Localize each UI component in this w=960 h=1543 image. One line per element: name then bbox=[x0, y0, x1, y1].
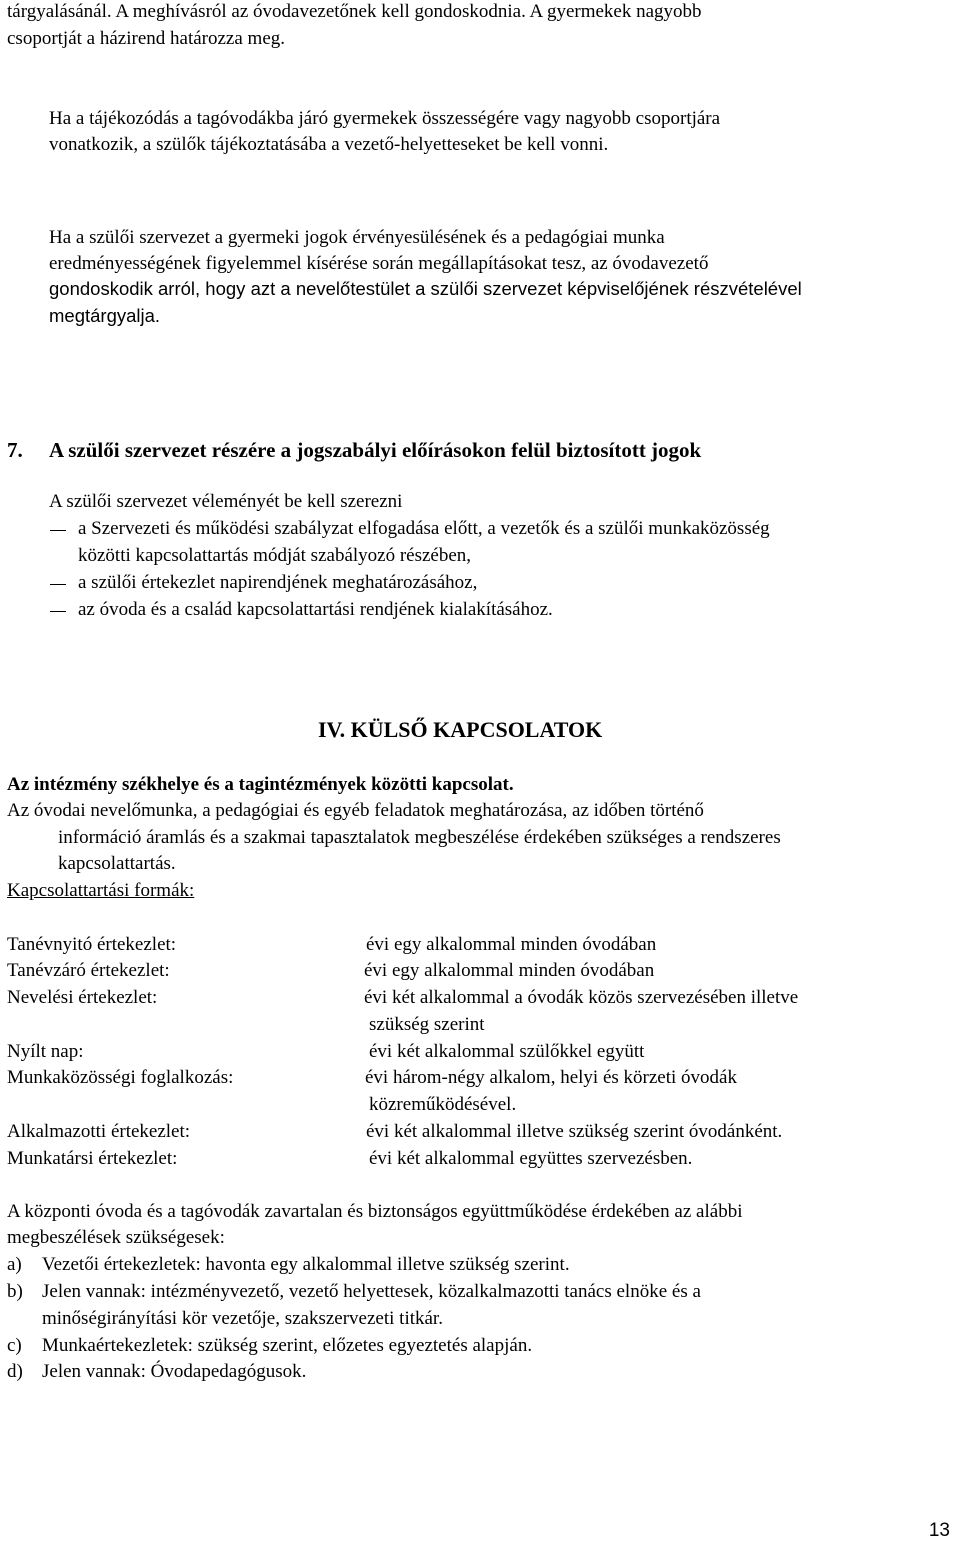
paragraph-line: Az óvodai nevelőmunka, a pedagógiai és egyéb feladatok meghatározása, az időben történő bbox=[7, 800, 704, 821]
list-marker: b) bbox=[7, 1281, 23, 1302]
paragraph-line: Ha a szülői szervezet a gyermeki jogok érvényesülésének és a pedagógiai munka bbox=[49, 227, 665, 248]
list-item: a szülői értekezlet napirendjének meghatározásához, bbox=[78, 572, 478, 593]
form-value: szükség szerint bbox=[369, 1014, 485, 1035]
list-item: Jelen vannak: Óvodapedagógusok. bbox=[42, 1361, 307, 1382]
paragraph-line: gondoskodik arról, hogy azt a nevelőtestület a szülői szervezet képviselőjének részvételével bbox=[49, 278, 802, 299]
form-label: Nevelési értekezlet: bbox=[7, 987, 158, 1008]
list-item: a Szervezeti és működési szabályzat elfogadása előtt, a vezetők és a szülői munkaközösség bbox=[78, 518, 770, 539]
paragraph-line: megbeszélések szükségesek: bbox=[7, 1227, 225, 1248]
form-value: évi három-négy alkalom, helyi és körzeti óvodák bbox=[365, 1067, 737, 1088]
paragraph-line: kapcsolattartás. bbox=[58, 853, 176, 874]
list-item: közötti kapcsolattartás módját szabályozó részében, bbox=[78, 545, 472, 566]
paragraph-line: információ áramlás és a szakmai tapasztalatok megbeszélése érdekében szükséges a rendszeres bbox=[58, 827, 781, 848]
paragraph-line: vonatkozik, a szülők tájékoztatásába a vezető-helyetteseket be kell vonni. bbox=[49, 134, 609, 155]
page-number: 13 bbox=[928, 1520, 950, 1541]
form-label: Tanévzáró értekezlet: bbox=[7, 960, 170, 981]
dash-bullet bbox=[50, 584, 66, 585]
chapter-subtitle: Az intézmény székhelye és a tagintézmények közötti kapcsolat. bbox=[7, 774, 514, 795]
form-value: évi egy alkalommal minden óvodában bbox=[366, 934, 657, 955]
paragraph-line: eredményességének figyelemmel kísérése során megállapításokat tesz, az óvodavezető bbox=[49, 253, 709, 274]
form-value: évi egy alkalommal minden óvodában bbox=[364, 960, 655, 981]
form-label: Munkatársi értekezlet: bbox=[7, 1148, 178, 1169]
paragraph-line: megtárgyalja. bbox=[49, 305, 161, 326]
form-value: évi két alkalommal szülőkkel együtt bbox=[369, 1041, 645, 1062]
list-marker: d) bbox=[7, 1361, 23, 1382]
form-label: Nyílt nap: bbox=[7, 1041, 84, 1062]
chapter-title: IV. KÜLSŐ KAPCSOLATOK bbox=[318, 717, 603, 742]
section-lead: A szülői szervezet véleményét be kell szerezni bbox=[49, 491, 403, 512]
form-label: Alkalmazotti értekezlet: bbox=[7, 1121, 191, 1142]
form-value: évi két alkalommal illetve szükség szerint óvodánként. bbox=[366, 1121, 783, 1142]
list-marker: c) bbox=[7, 1335, 22, 1356]
section-number: 7. bbox=[7, 438, 23, 462]
list-item: Munkaértekezletek: szükség szerint, előzetes egyeztetés alapján. bbox=[42, 1335, 533, 1356]
paragraph-line: A központi óvoda és a tagóvodák zavartalan és biztonságos együttműködése érdekében az alábbi bbox=[7, 1201, 743, 1222]
paragraph-line: Ha a tájékozódás a tagóvodákba járó gyermekek összességére vagy nagyobb csoportjára bbox=[49, 108, 721, 129]
list-item: az óvoda és a család kapcsolattartási rendjének kialakításához. bbox=[78, 599, 553, 620]
intro-line: tárgyalásánál. A meghívásról az óvodavezetőnek kell gondoskodnia. A gyermekek nagyobb bbox=[7, 1, 702, 22]
section-heading: A szülői szervezet részére a jogszabályi előírásokon felül biztosított jogok bbox=[49, 438, 702, 462]
dash-bullet bbox=[50, 611, 66, 612]
intro-line: csoportját a házirend határozza meg. bbox=[7, 28, 285, 49]
dash-bullet bbox=[50, 530, 66, 531]
list-item: Vezetői értekezletek: havonta egy alkalommal illetve szükség szerint. bbox=[42, 1254, 570, 1275]
form-label: Tanévnyitó értekezlet: bbox=[7, 934, 177, 955]
form-value: évi két alkalommal együttes szervezésben. bbox=[369, 1148, 693, 1169]
form-label: Munkaközösségi foglalkozás: bbox=[7, 1067, 234, 1088]
form-value: közreműködésével. bbox=[369, 1094, 517, 1115]
form-value: évi két alkalommal a óvodák közös szervezésében illetve bbox=[364, 987, 799, 1008]
list-marker: a) bbox=[7, 1254, 22, 1275]
list-item: minőségirányítási kör vezetője, szakszervezeti titkár. bbox=[42, 1308, 443, 1329]
forms-label: Kapcsolattartási formák: bbox=[7, 880, 195, 901]
list-item: Jelen vannak: intézményvezető, vezető helyettesek, közalkalmazotti tanács elnöke és a bbox=[42, 1281, 701, 1302]
